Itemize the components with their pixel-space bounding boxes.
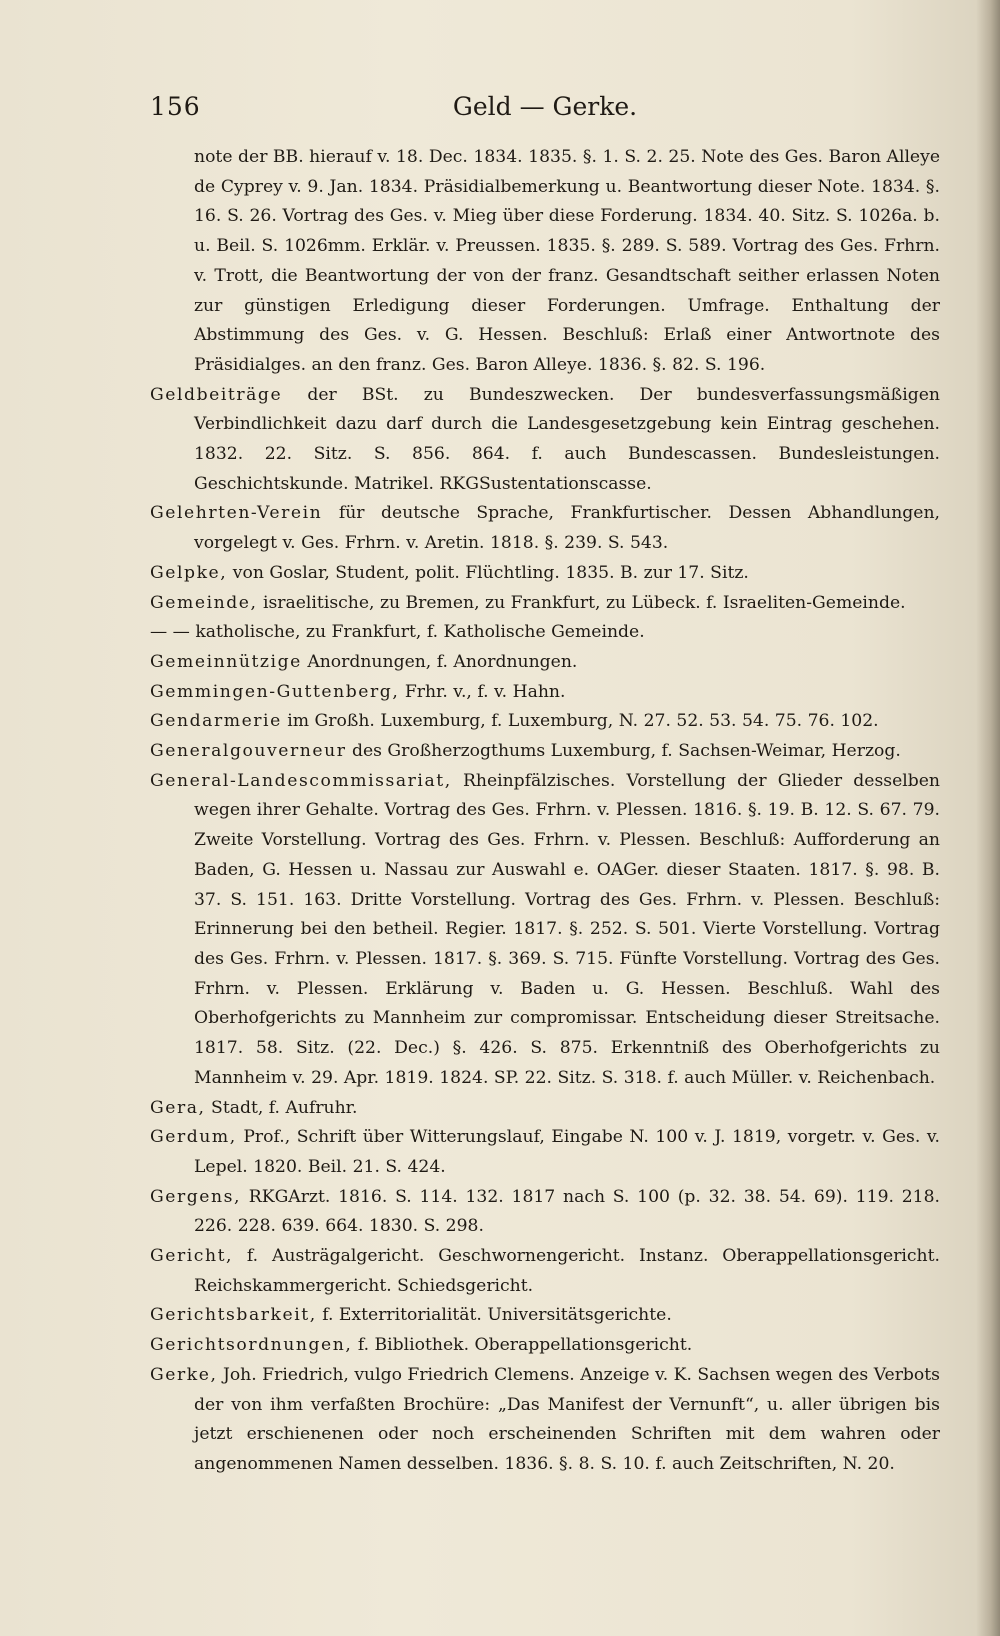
entry-lemma: Gera, <box>150 1097 206 1118</box>
index-text <box>150 143 940 1480</box>
entry-lemma: Gendarmerie <box>150 711 282 732</box>
index-entry <box>150 1183 940 1242</box>
index-entry <box>150 737 940 767</box>
entry-text: Joh. Friedrich, vulgo Friedrich Clemens. Anzeige v. K. Sachsen wegen des Verbots der von ihm verfaßten Brochüre: „Das Manifest der Vernunft“, u. aller übrigen bis jetzt erschienenen oder noch erscheinenden Schriften mit dem wahren oder angenommenen Namen desselben. 1836. §. 8. S. 10. f. auch Zeitschriften, N. 20. <box>194 1364 940 1474</box>
entry-text: von Goslar, Student, polit. Flüchtling. 1835. B. zur 17. Sitz. <box>232 562 749 583</box>
entry-text: f. Bibliothek. Oberappellationsgericht. <box>357 1335 693 1356</box>
page-number: 156 <box>150 92 201 121</box>
entry-lemma: Generalgouverneur <box>150 741 347 762</box>
index-entry <box>150 559 940 589</box>
index-entry <box>150 1242 940 1301</box>
entry-text: für deutsche Sprache, Frankfurtischer. Dessen Abhandlungen, vorgelegt v. Ges. Frhrn. v. Aretin. 1818. §. 239. S. 543. <box>194 503 940 554</box>
entry-lemma: Gerichtsbarkeit, <box>150 1305 317 1326</box>
entry-text: Anordnungen, f. Anordnungen. <box>307 651 578 672</box>
running-title: Geld — Gerke. <box>452 92 638 121</box>
index-entry-continuation <box>150 143 940 381</box>
index-entry <box>150 648 940 678</box>
index-entry <box>150 767 940 1094</box>
index-entry <box>150 1094 940 1124</box>
entry-lemma: General-Landescommissariat, <box>150 770 452 791</box>
entry-lemma: Gemeinnützige <box>150 651 302 672</box>
entry-lemma: Gericht, <box>150 1246 234 1267</box>
entry-lemma: — — <box>150 622 190 643</box>
entry-lemma: Gerichtsordnungen, <box>150 1335 353 1356</box>
entry-text: Prof., Schrift über Witterungslauf, Eingabe N. 100 v. J. 1819, vorgetr. v. Ges. v. Lepel. 1820. Beil. 21. S. 424. <box>194 1127 941 1177</box>
entry-text: Stadt, f. Aufruhr. <box>211 1097 358 1118</box>
index-entry <box>150 618 940 648</box>
entry-lemma: Gelehrten-Verein <box>150 503 323 524</box>
index-entry <box>150 1301 940 1331</box>
index-entry <box>150 707 940 737</box>
entry-text: f. Exterritorialität. Universitätsgerichte. <box>322 1305 672 1326</box>
page-header <box>150 92 940 132</box>
index-entry <box>150 589 940 619</box>
index-entry <box>150 499 940 558</box>
entry-lemma: Gerke, <box>150 1364 218 1385</box>
entry-text: der BSt. zu Bundeszwecken. Der bundesverfassungsmäßigen Verbindlichkeit dazu darf durch die Landesgesetzgebung kein Eintrag geschehen. 1832. 22. Sitz. S. 856. 864. f. auch Bundescassen. Bundesleistungen. Geschichtskunde. Matrikel. RKGSustentationscasse. <box>194 384 941 494</box>
entry-text: israelitische, zu Bremen, zu Frankfurt, zu Lübeck. f. Israeliten-Gemeinde. <box>262 592 906 613</box>
index-entry <box>150 1361 940 1480</box>
entry-text: Frhr. v., f. v. Hahn. <box>404 681 566 702</box>
index-entry <box>150 1123 940 1182</box>
entry-lemma: Gerdum, <box>150 1127 237 1148</box>
entry-text: Rheinpfälzisches. Vorstellung der Glieder desselben wegen ihrer Gehalte. Vortrag des Ges. Frhrn. v. Plessen. 1816. §. 19. B. 12. S. 67. 79. Zweite Vorstellung. Vortrag des Ges. Frhrn. v. Plessen. Beschluß: Aufforderung an Baden, G. Hessen u. Nassau zur Auswahl e. OAGer. dieser Staaten. 1817. §. 98. B. 37. S. 151. 163. Dritte Vorstellung. Vortrag des Ges. Frhrn. v. Plessen. Beschluß: Erinnerung bei den betheil. Regier. 1817. §. 252. S. 501. Vierte Vorstellung. Vortrag des Ges. Frhrn. v. Plessen. 1817. §. 369. S. 715. Fünfte Vorstellung. Vortrag des Ges. Frhrn. v. Plessen. Erklärung v. Baden u. G. Hessen. Beschluß. Wahl des Oberhofgerichts zu Mannheim zur compromissar. Entscheidung dieser Streitsache. 1817. 58. Sitz. (22. Dec.) §. 426. S. 875. Erkenntniß des Oberhofgerichts zu Mannheim v. 29. Apr. 1819. 1824. SP. 22. Sitz. S. 318. f. auch Müller. v. Reichenbach. <box>194 770 940 1088</box>
entry-text: katholische, zu Frankfurt, f. Katholische Gemeinde. <box>195 622 645 643</box>
entry-text: im Großh. Luxemburg, f. Luxemburg, N. 27. 52. 53. 54. 75. 76. 102. <box>287 711 879 732</box>
index-entry <box>150 678 940 708</box>
entry-lemma: Gemeinde, <box>150 592 258 613</box>
entry-text: f. Austrägalgericht. Geschwornengericht. Instanz. Oberappellationsgericht. Reichskammergericht. Schiedsgericht. <box>194 1246 940 1296</box>
entry-lemma: Gergens, <box>150 1186 242 1207</box>
entry-text: RKGArzt. 1816. S. 114. 132. 1817 nach S. 100 (p. 32. 38. 54. 69). 119. 218. 226. 228. 639. 664. 1830. S. 298. <box>194 1186 940 1237</box>
index-entry <box>150 1331 940 1361</box>
index-entry <box>150 381 940 500</box>
page-edge-shadow <box>976 0 1000 1636</box>
entry-lemma: Gemmingen-Guttenberg, <box>150 681 400 702</box>
entry-text: note der BB. hierauf v. 18. Dec. 1834. 1835. §. 1. S. 2. 25. Note des Ges. Baron Alleye de Cyprey v. 9. Jan. 1834. Präsidialbemerkung u. Beantwortung dieser Note. 1834. §. 16. S. 26. Vortrag des Ges. v. Mieg über diese Forderung. 1834. 40. Sitz. S. 1026a. b. u. Beil. S. 1026mm. Erklär. v. Preussen. 1835. §. 289. S. 589. Vortrag des Ges. Frhrn. v. Trott, die Beantwortung der von der franz. Gesandtschaft seither erlassen Noten zur günstigen Erledigung dieser Forderungen. Umfrage. Enthaltung der Abstimmung des Ges. v. G. Hessen. Beschluß: Erlaß einer Antwortnote des Präsidialges. an den franz. Ges. Baron Alleye. 1836. §. 82. S. 196. <box>194 147 940 375</box>
entry-lemma: Geldbeiträge <box>150 384 283 405</box>
entry-text: des Großherzogthums Luxemburg, f. Sachsen-Weimar, Herzog. <box>351 741 901 762</box>
entry-lemma: Gelpke, <box>150 562 228 583</box>
